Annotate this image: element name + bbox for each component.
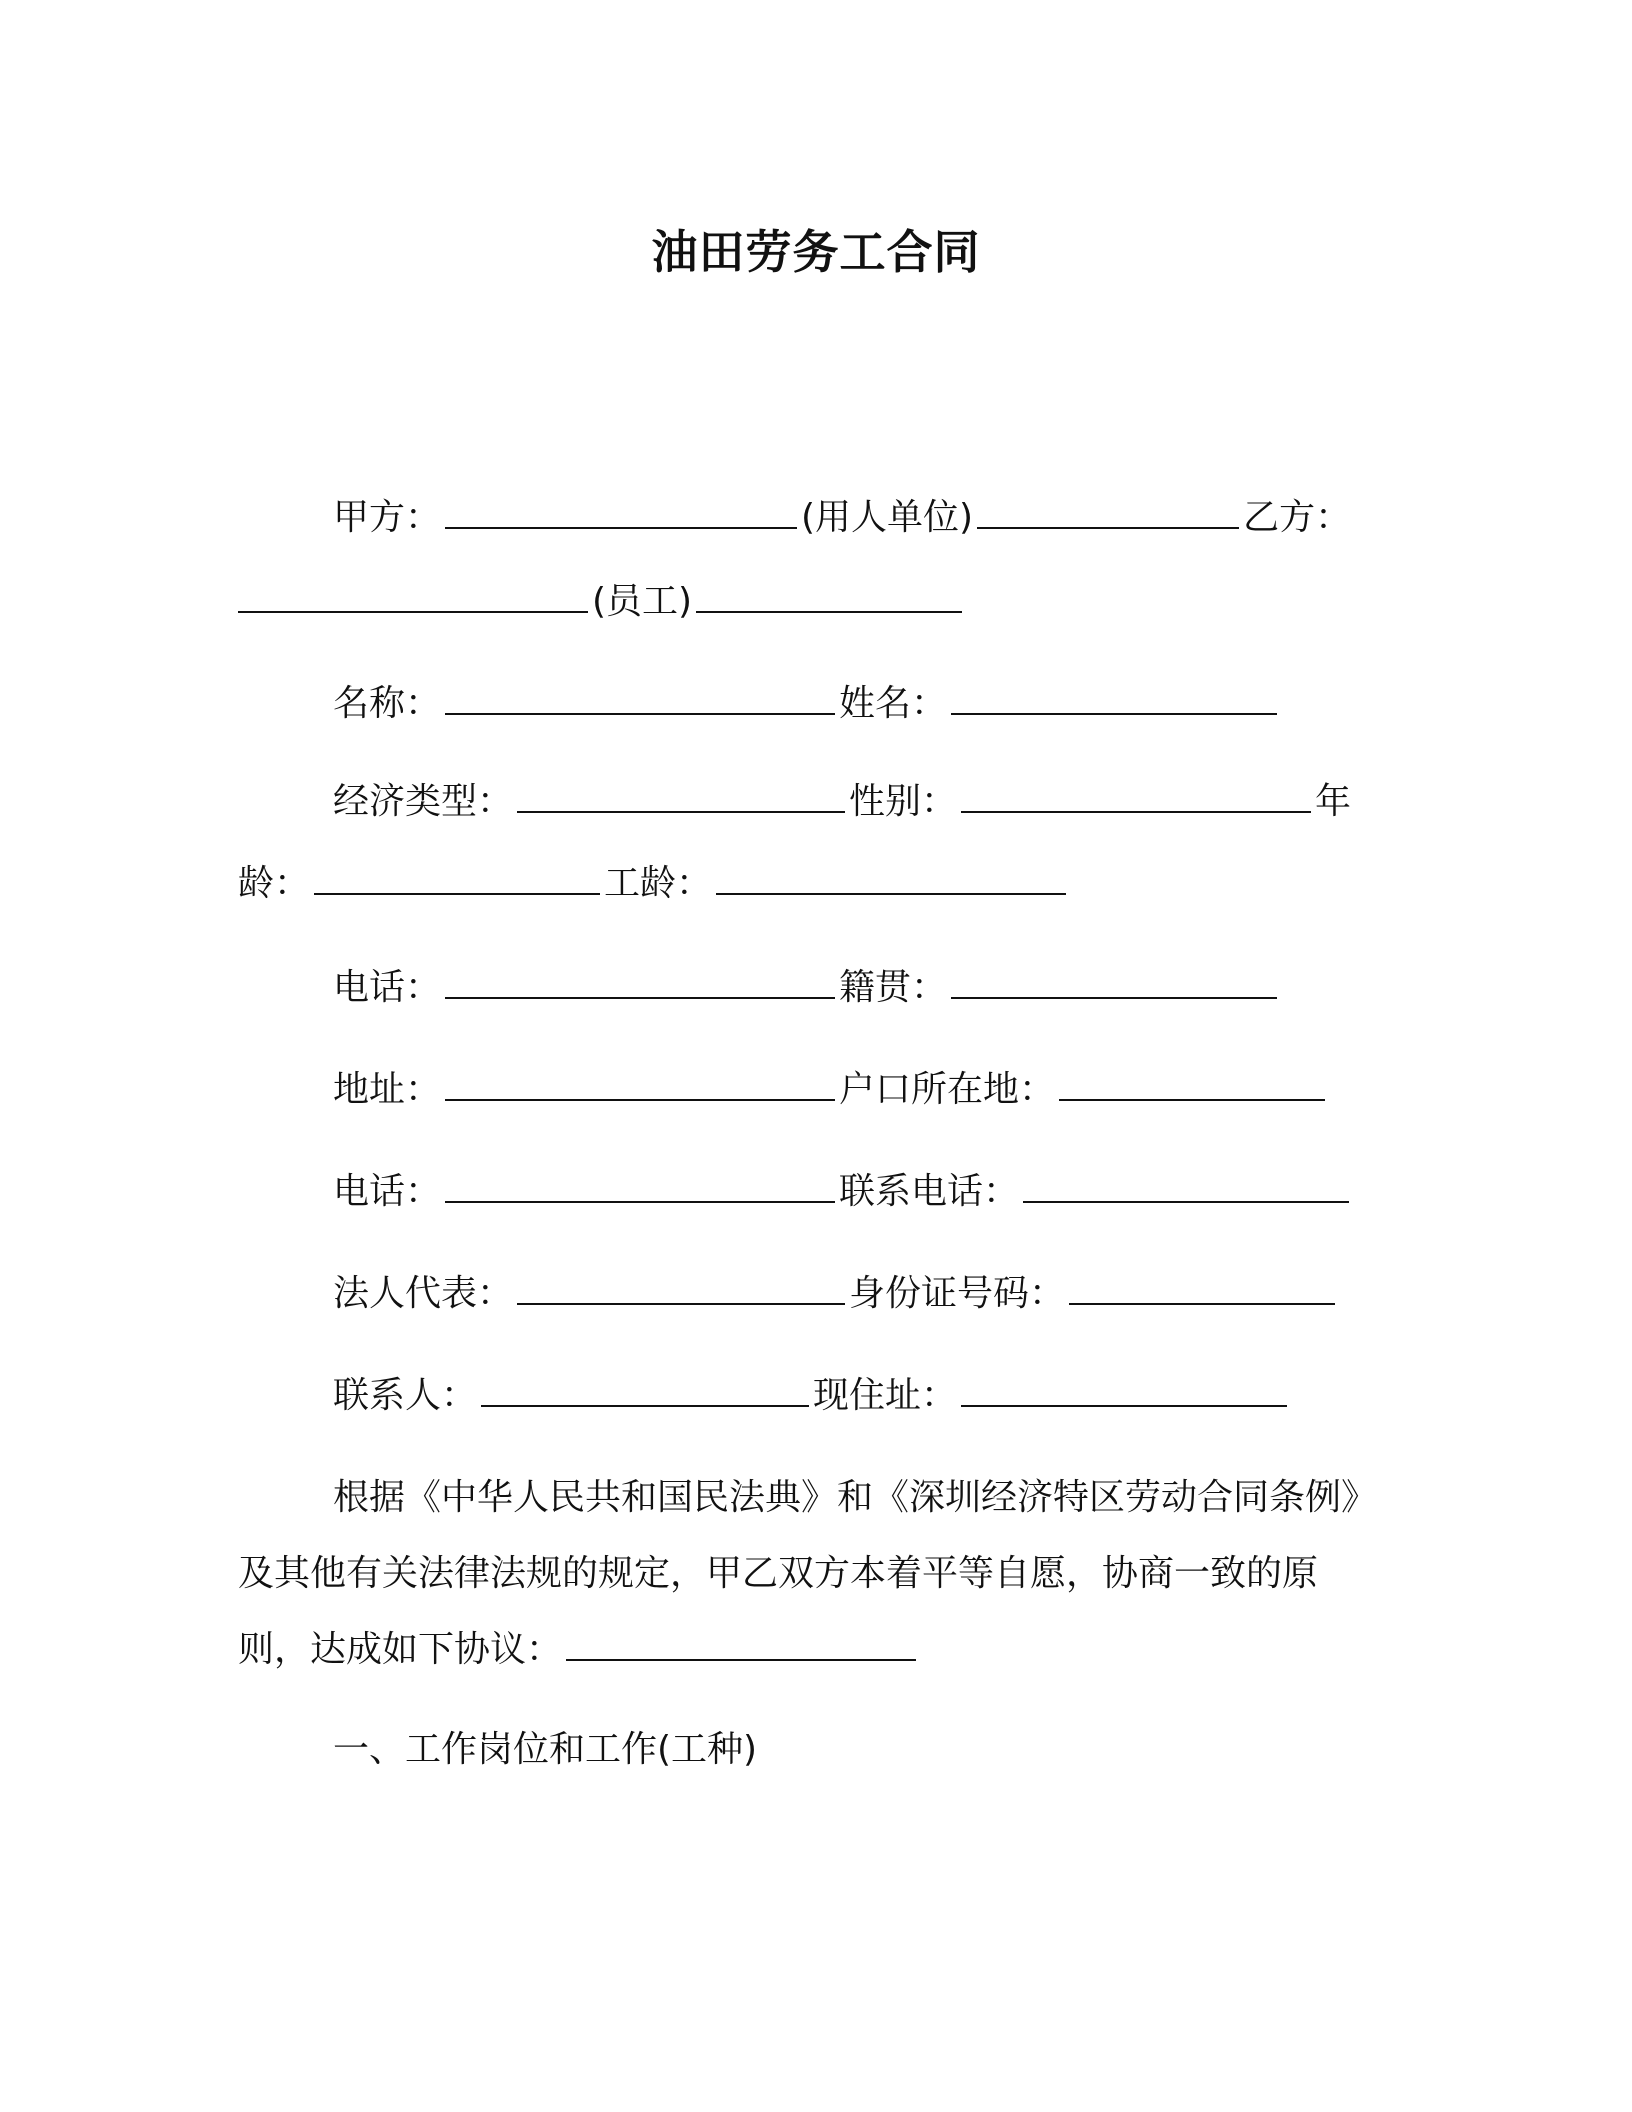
employer-note: (用人单位) — [801, 497, 974, 538]
address-row — [333, 1066, 1329, 1114]
address-label: 地址： — [333, 1069, 442, 1110]
phone2-row — [333, 1168, 1353, 1216]
paragraph-line-3-text: 则，达成如下协议： — [238, 1629, 563, 1670]
paragraph-line-3 — [238, 1626, 920, 1674]
age-label-start: 年 — [1315, 781, 1352, 822]
seniority-blank[interactable] — [716, 863, 1066, 895]
age-label-end: 龄： — [238, 863, 311, 904]
party-a-label: 甲方： — [333, 497, 442, 538]
id-number-blank[interactable] — [1069, 1273, 1335, 1305]
employee-note: (员工) — [592, 581, 693, 622]
address-blank[interactable] — [445, 1069, 835, 1101]
agreement-blank[interactable] — [566, 1629, 916, 1661]
section-1-heading: 一、工作岗位和工作(工种) — [333, 1729, 758, 1770]
phone2-label: 电话： — [333, 1171, 442, 1212]
contact-phone-blank[interactable] — [1023, 1171, 1349, 1203]
party-a-line — [333, 494, 1351, 542]
person-name-label: 姓名： — [839, 683, 948, 724]
native-place-blank[interactable] — [951, 967, 1277, 999]
company-name-blank[interactable] — [445, 683, 835, 715]
person-name-blank[interactable] — [951, 683, 1277, 715]
age-row — [238, 860, 1070, 908]
contact-person-blank[interactable] — [481, 1375, 809, 1407]
current-address-label: 现住址： — [813, 1375, 958, 1416]
native-place-label: 籍贯： — [839, 967, 948, 1008]
party-b-line — [238, 578, 966, 626]
contact-row — [333, 1372, 1291, 1420]
economic-type-label: 经济类型： — [333, 781, 514, 822]
document-title: 油田劳务工合同 — [651, 225, 981, 279]
phone2-blank[interactable] — [445, 1171, 835, 1203]
seniority-label: 工龄： — [604, 863, 713, 904]
paragraph-line-2: 及其他有关法律法规的规定，甲乙双方本着平等自愿，协商一致的原 — [238, 1553, 1319, 1594]
party-b-blank[interactable] — [238, 581, 588, 613]
economic-type-row — [333, 778, 1351, 826]
legal-rep-row — [333, 1270, 1339, 1318]
employer-blank[interactable] — [977, 497, 1239, 529]
employee-blank[interactable] — [696, 581, 962, 613]
legal-rep-label: 法人代表： — [333, 1273, 514, 1314]
company-name-label: 名称： — [333, 683, 442, 724]
phone-blank[interactable] — [445, 967, 835, 999]
contact-phone-label: 联系电话： — [839, 1171, 1020, 1212]
gender-label: 性别： — [849, 781, 958, 822]
economic-type-blank[interactable] — [517, 781, 845, 813]
party-b-label: 乙方： — [1243, 497, 1352, 538]
phone-label: 电话： — [333, 967, 442, 1008]
id-number-label: 身份证号码： — [849, 1273, 1066, 1314]
legal-rep-blank[interactable] — [517, 1273, 845, 1305]
current-address-blank[interactable] — [961, 1375, 1287, 1407]
gender-blank[interactable] — [961, 781, 1311, 813]
party-a-blank[interactable] — [445, 497, 797, 529]
age-blank[interactable] — [314, 863, 600, 895]
contact-person-label: 联系人： — [333, 1375, 478, 1416]
household-registration-label: 户口所在地： — [839, 1069, 1056, 1110]
paragraph-line-1: 根据《中华人民共和国民法典》和《深圳经济特区劳动合同条例》 — [333, 1477, 1378, 1518]
phone-row — [333, 964, 1281, 1012]
household-registration-blank[interactable] — [1059, 1069, 1325, 1101]
name-row — [333, 680, 1281, 728]
